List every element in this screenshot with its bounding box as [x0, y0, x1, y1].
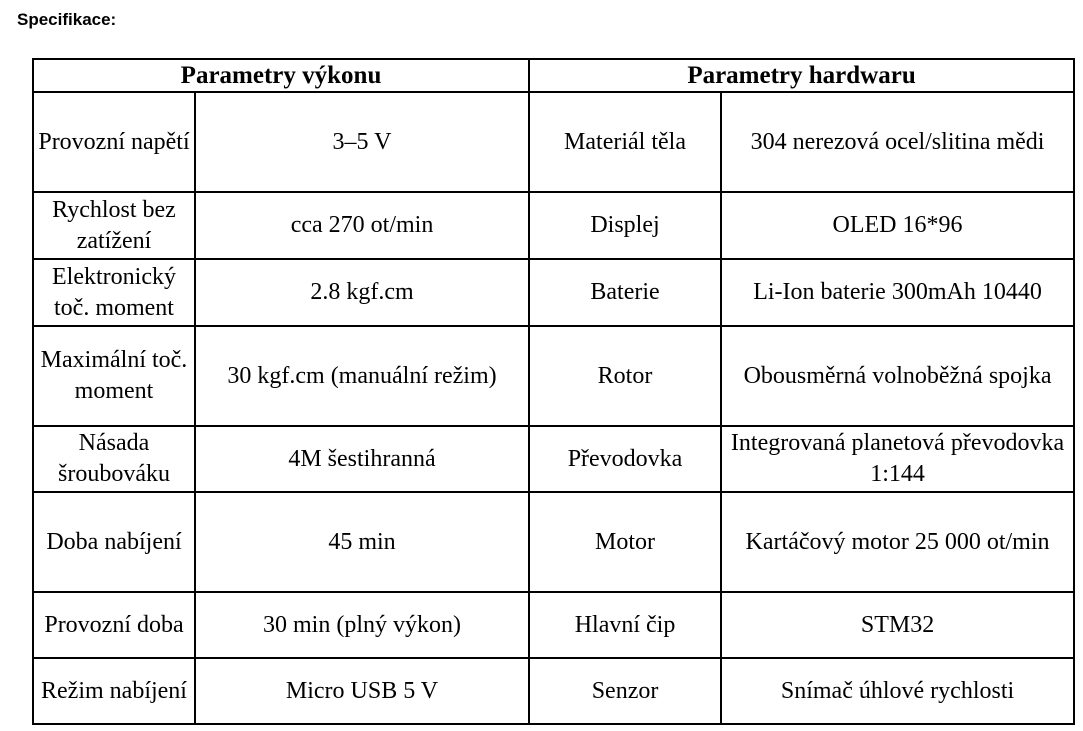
- hardware-value: Kartáčový motor 25 000 ot/min: [721, 492, 1074, 592]
- param-name: Režim nabíjení: [33, 658, 195, 724]
- param-value: Micro USB 5 V: [195, 658, 529, 724]
- param-value: 30 kgf.cm (manuální režim): [195, 326, 529, 426]
- hardware-name: Materiál těla: [529, 92, 721, 192]
- table-row: [33, 426, 1074, 492]
- table-row: [33, 326, 1074, 426]
- param-name: Rychlost bez zatížení: [33, 192, 195, 259]
- performance-params-header: Parametry výkonu: [33, 59, 529, 92]
- param-value: 4M šestihranná: [195, 426, 529, 492]
- hardware-value: STM32: [721, 592, 1074, 658]
- param-name: Násada šroubováku: [33, 426, 195, 492]
- param-name: Provozní doba: [33, 592, 195, 658]
- hardware-name: Baterie: [529, 259, 721, 326]
- hardware-value: 304 nerezová ocel/slitina mědi: [721, 92, 1074, 192]
- table-row: [33, 92, 1074, 192]
- hardware-name: Převodovka: [529, 426, 721, 492]
- param-value: 30 min (plný výkon): [195, 592, 529, 658]
- param-value: cca 270 ot/min: [195, 192, 529, 259]
- hardware-name: Displej: [529, 192, 721, 259]
- table-row: [33, 192, 1074, 259]
- spec-table: [32, 58, 1075, 725]
- param-name: Doba nabíjení: [33, 492, 195, 592]
- table-row: [33, 592, 1074, 658]
- hardware-value: Snímač úhlové rychlosti: [721, 658, 1074, 724]
- table-row: [33, 658, 1074, 724]
- hardware-name: Rotor: [529, 326, 721, 426]
- hardware-value: Li-Ion baterie 300mAh 10440: [721, 259, 1074, 326]
- param-value: 3–5 V: [195, 92, 529, 192]
- hardware-name: Senzor: [529, 658, 721, 724]
- param-name: Elektronický toč. moment: [33, 259, 195, 326]
- hardware-name: Hlavní čip: [529, 592, 721, 658]
- hardware-value: Integrovaná planetová převodovka 1:144: [721, 426, 1074, 492]
- hardware-name: Motor: [529, 492, 721, 592]
- param-value: 45 min: [195, 492, 529, 592]
- page-heading: Specifikace:: [17, 10, 117, 29]
- table-row: [33, 259, 1074, 326]
- table-row: [33, 492, 1074, 592]
- param-value: 2.8 kgf.cm: [195, 259, 529, 326]
- table-header-row: [33, 59, 1074, 92]
- hardware-value: OLED 16*96: [721, 192, 1074, 259]
- param-name: Maximální toč. moment: [33, 326, 195, 426]
- hardware-value: Obousměrná volnoběžná spojka: [721, 326, 1074, 426]
- hardware-params-header: Parametry hardwaru: [529, 59, 1074, 92]
- param-name: Provozní napětí: [33, 92, 195, 192]
